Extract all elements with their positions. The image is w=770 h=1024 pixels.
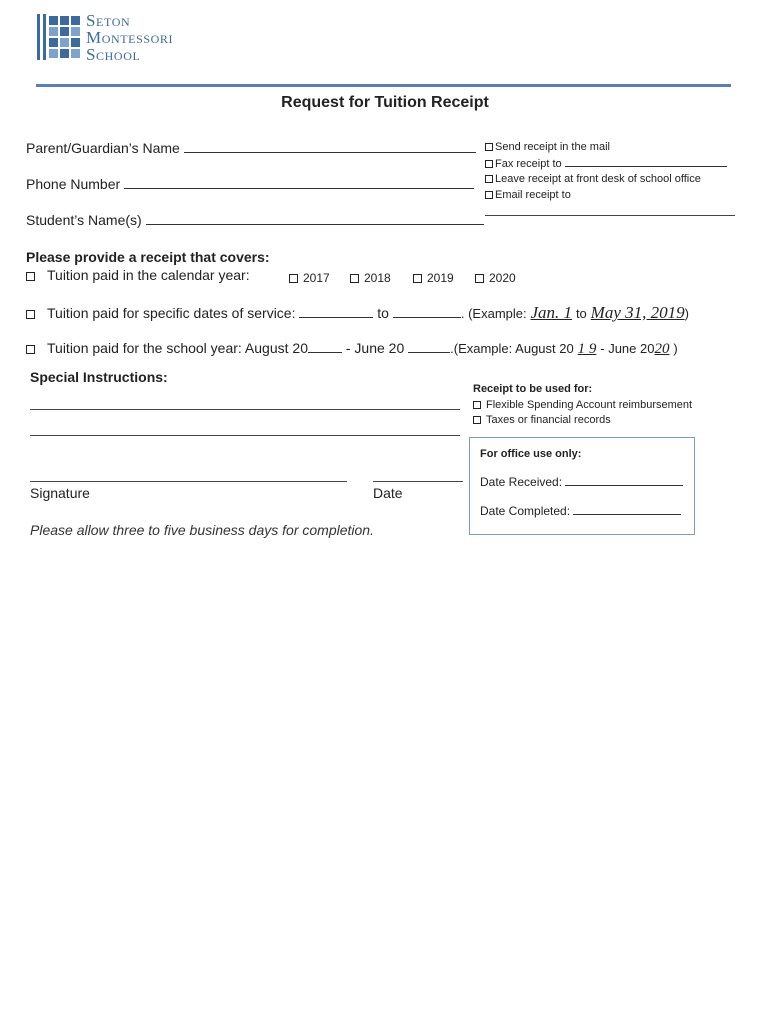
option-fax-label: Fax receipt to — [495, 158, 562, 170]
form-title: Request for Tuition Receipt — [281, 94, 489, 111]
year-2020-option[interactable] — [475, 271, 516, 285]
start-date-line[interactable] — [299, 306, 373, 318]
covers-heading: Please provide a receipt that covers: — [26, 249, 270, 265]
dates-example-suffix: ) — [684, 306, 689, 321]
end-date-line[interactable] — [393, 306, 461, 318]
option-front-desk[interactable] — [485, 173, 701, 185]
dates-example-end: May 31, 2019 — [590, 303, 685, 322]
calendar-year-option[interactable] — [26, 267, 250, 283]
logo-line-1: Seton — [86, 11, 131, 30]
dates-example-prefix: . (Example: — [460, 306, 527, 321]
calendar-year-checkbox[interactable] — [26, 272, 35, 281]
fax-checkbox[interactable] — [485, 160, 493, 168]
fsa-checkbox[interactable] — [473, 401, 481, 409]
year-2019-option[interactable] — [413, 271, 454, 285]
phone-number-field[interactable] — [26, 176, 474, 192]
receipt-use-heading: Receipt to be used for: — [473, 383, 593, 395]
special-instructions-line-1[interactable] — [30, 409, 460, 410]
year-2017-option[interactable] — [289, 271, 330, 285]
year-2018-option[interactable] — [350, 271, 391, 285]
receipt-use-taxes-label: Taxes or financial records — [486, 414, 611, 426]
date-label: Date — [373, 485, 403, 501]
signature-label: Signature — [30, 485, 90, 501]
year-2017-checkbox[interactable] — [289, 274, 298, 283]
year-2018-checkbox[interactable] — [350, 274, 359, 283]
dates-example-start: Jan. 1 — [530, 303, 573, 322]
parent-name-line[interactable] — [184, 141, 476, 153]
option-email[interactable] — [485, 189, 571, 201]
option-mail[interactable] — [485, 141, 610, 153]
logo-line-3: School — [86, 45, 141, 64]
date-completed-field[interactable] — [480, 504, 681, 518]
school-year-example-end: 20 — [654, 341, 670, 357]
completion-note: Please allow three to five business days for completion. — [30, 522, 374, 538]
year-2017-label: 2017 — [303, 271, 330, 285]
receipt-use-fsa-label: Flexible Spending Account reimbursement — [486, 399, 693, 411]
school-name-logo — [86, 12, 173, 63]
school-year-mid: - June 20 — [345, 340, 405, 356]
option-email-label: Email receipt to — [495, 189, 571, 201]
school-year-example-mid: - June 20 — [600, 341, 655, 356]
special-instructions-heading: Special Instructions: — [30, 369, 168, 385]
phone-number-line[interactable] — [124, 177, 474, 189]
receipt-use-fsa[interactable] — [473, 399, 692, 411]
logo-line-2: Montessori — [86, 28, 174, 47]
student-name-field[interactable] — [26, 212, 484, 228]
date-received-label: Date Received: — [480, 475, 563, 489]
school-year-example-start: 1 9 — [577, 341, 597, 357]
date-received-line[interactable] — [565, 475, 683, 486]
option-front-desk-label: Leave receipt at front desk of school office — [495, 173, 701, 185]
parent-name-label: Parent/Guardian’s Name — [26, 140, 180, 156]
calendar-year-label: Tuition paid in the calendar year: — [47, 267, 250, 283]
mail-checkbox[interactable] — [485, 143, 493, 151]
year-2020-checkbox[interactable] — [475, 274, 484, 283]
date-completed-line[interactable] — [573, 504, 681, 515]
year-2019-label: 2019 — [427, 271, 454, 285]
dates-example-to: to — [575, 306, 587, 321]
school-year-label: Tuition paid for the school year: August 20 — [47, 340, 308, 356]
receipt-use-taxes[interactable] — [473, 414, 611, 426]
special-instructions-line-2[interactable] — [30, 435, 460, 436]
year-2018-label: 2018 — [364, 271, 391, 285]
specific-dates-checkbox[interactable] — [26, 310, 35, 319]
parent-name-field[interactable] — [26, 140, 476, 156]
school-year-end-line[interactable] — [408, 341, 450, 353]
school-year-start-line[interactable] — [308, 341, 342, 353]
date-completed-label: Date Completed: — [480, 504, 571, 518]
school-year-example-suffix: ) — [673, 341, 678, 356]
taxes-checkbox[interactable] — [473, 416, 481, 424]
student-name-line[interactable] — [146, 213, 484, 225]
school-year-example-prefix: .(Example: August 20 — [450, 341, 574, 356]
student-name-label: Student’s Name(s) — [26, 212, 142, 228]
front-desk-checkbox[interactable] — [485, 175, 493, 183]
specific-dates-option[interactable] — [26, 303, 689, 323]
year-2019-checkbox[interactable] — [413, 274, 422, 283]
date-received-field[interactable] — [480, 475, 683, 489]
header-divider — [36, 84, 731, 87]
option-fax[interactable] — [485, 157, 727, 170]
school-logo-icon — [37, 14, 81, 60]
dates-to-label: to — [377, 305, 389, 321]
signature-line[interactable] — [30, 481, 347, 482]
school-year-checkbox[interactable] — [26, 345, 35, 354]
specific-dates-label: Tuition paid for specific dates of service: — [47, 305, 296, 321]
fax-number-line[interactable] — [565, 157, 727, 167]
email-checkbox[interactable] — [485, 191, 493, 199]
email-address-line[interactable] — [485, 215, 735, 216]
date-line[interactable] — [373, 481, 463, 482]
school-year-option[interactable] — [26, 340, 678, 358]
phone-number-label: Phone Number — [26, 176, 121, 192]
year-2020-label: 2020 — [489, 271, 516, 285]
office-use-heading: For office use only: — [480, 448, 582, 460]
option-mail-label: Send receipt in the mail — [495, 141, 610, 153]
